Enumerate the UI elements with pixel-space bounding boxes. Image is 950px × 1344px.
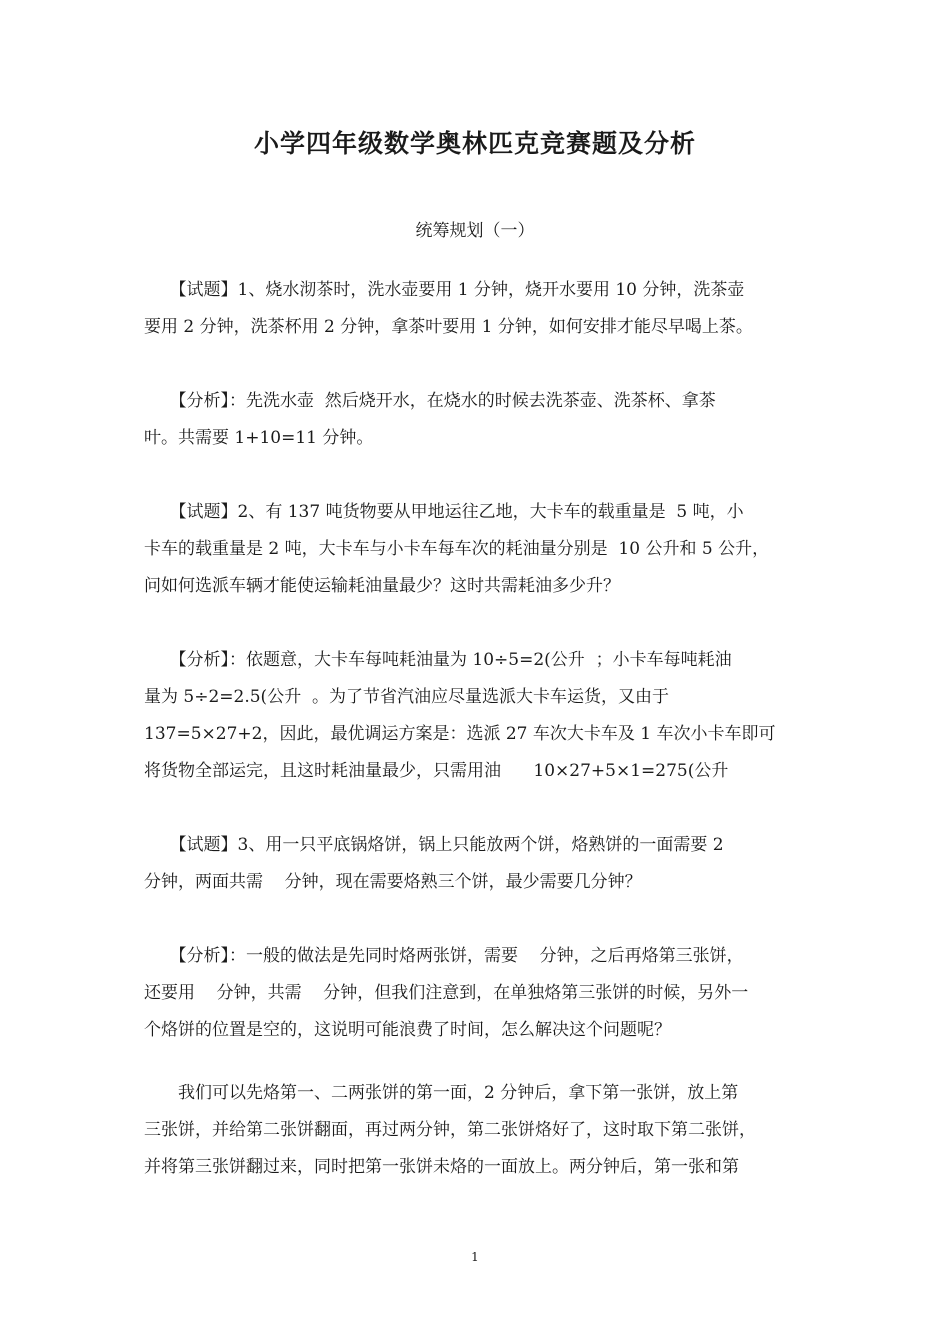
- text-line: 分钟，两面共需 分钟，现在需要烙熟三个饼，最少需要几分钟？: [144, 872, 642, 892]
- page-number: 1: [471, 1250, 479, 1264]
- analysis-3-paragraph: [144, 938, 810, 1049]
- text-line: 并将第三张饼翻过来，同时把第一张饼未烙的一面放上。两分钟后，第一张和第: [144, 1157, 739, 1177]
- text-line: 叶。共需要 1+10=11 分钟。: [144, 428, 374, 448]
- text-line: 【分析】：依题意，大卡车每吨耗油量为 10÷5=2(公升 ；小卡车每吨耗油: [144, 650, 732, 670]
- text-line: 个烙饼的位置是空的，这说明可能浪费了时间，怎么解决这个问题呢？: [144, 1020, 671, 1040]
- question-2-paragraph: [144, 494, 810, 605]
- text-line: 还要用 分钟，共需 分钟，但我们注意到，在单独烙第三张饼的时候，另外一: [144, 983, 749, 1003]
- text-line: 我们可以先烙第一、二两张饼的第一面，2 分钟后，拿下第一张饼，放上第: [144, 1083, 739, 1103]
- text-line: 三张饼，并给第二张饼翻面，再过两分钟，第二张饼烙好了，这时取下第二张饼，: [144, 1120, 756, 1140]
- page-title: 小学四年级数学奥林匹克竞赛题及分析: [253, 129, 696, 158]
- text-line: 问如何选派车辆才能使运输耗油量最少？这时共需耗油多少升？: [144, 576, 620, 596]
- question-3-paragraph: [144, 827, 810, 901]
- text-line: 【分析】：先洗水壶 然后烧开水，在烧水的时候去洗茶壶、洗茶杯、拿茶: [144, 391, 716, 411]
- analysis-1-paragraph: [144, 383, 810, 457]
- text-line: 【分析】：一般的做法是先同时烙两张饼，需要 分钟，之后再烙第三张饼，: [144, 946, 744, 966]
- text-line: 量为 5÷2=2.5(公升 。为了节省汽油应尽量选派大卡车运货，又由于: [144, 687, 669, 707]
- text-line: 【试题】2、有 137 吨货物要从甲地运往乙地，大卡车的载重量是 5 吨，小: [144, 502, 744, 522]
- question-1-paragraph: [144, 272, 810, 346]
- text-line: 【试题】3、用一只平底锅烙饼，锅上只能放两个饼，烙熟饼的一面需要 2: [144, 835, 724, 855]
- text-line: 卡车的载重量是 2 吨，大卡车与小卡车每车次的耗油量分别是 10 公升和 5 公升，: [144, 539, 770, 559]
- text-line: 要用 2 分钟，洗茶杯用 2 分钟，拿茶叶要用 1 分钟，如何安排才能尽早喝上茶。: [144, 317, 753, 337]
- continuation-paragraph: [144, 1075, 810, 1186]
- text-line: 【试题】1、烧水沏茶时，洗水壶要用 1 分钟，烧开水要用 10 分钟，洗茶壶: [144, 280, 745, 300]
- text-line: 将货物全部运完，且这时耗油量最少，只需用油 10×27+5×1=275(公升: [144, 761, 729, 781]
- text-line: 137=5×27+2，因此，最优调运方案是：选派 27 车次大卡车及 1 车次小卡车即可: [144, 724, 776, 744]
- analysis-2-paragraph: [144, 642, 810, 790]
- section-heading: 统筹规划（一）: [415, 221, 535, 241]
